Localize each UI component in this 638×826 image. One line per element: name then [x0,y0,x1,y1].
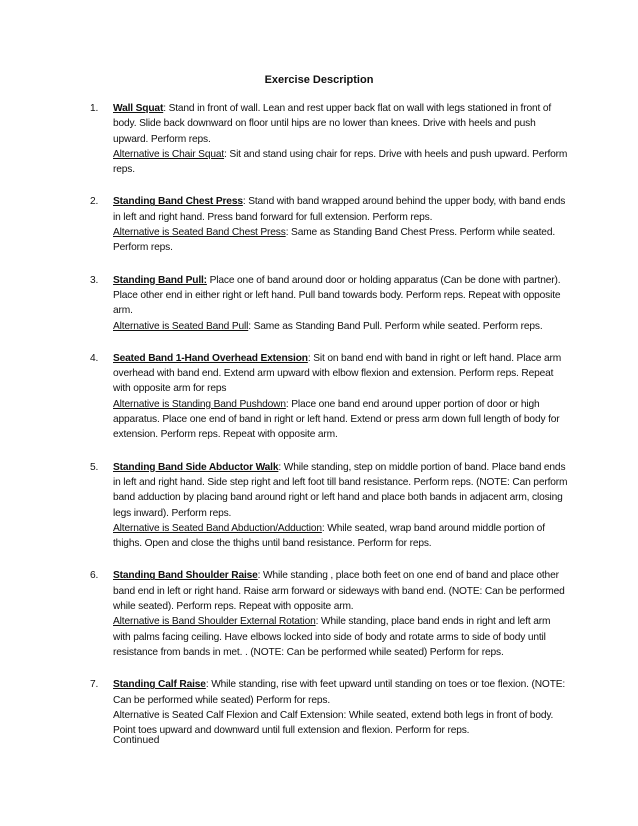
item-number: 5. [90,461,99,473]
exercise-description [113,273,568,319]
exercise-text: : While standing, rise with feet upward until standing on toes or toe flexion. (NOTE: Can be performed while seated) Perform for reps. [113,679,566,706]
exercise-item-7 [90,677,568,738]
item-number: 6. [90,570,99,582]
exercise-item-3 [90,273,568,334]
alternative-text: : Same as Standing Band Chest Press. Perform while seated. Perform reps. [113,227,556,254]
exercise-text: Place one of band around door or holding apparatus (Can be done with partner). Place other end in either right or left hand. Pull band towards body. Perform reps. Repeat with opposite arm. [113,274,561,317]
item-number: 7. [90,679,99,691]
exercise-item-6 [90,568,568,660]
item-number: 1. [90,103,99,114]
exercise-name: Standing Calf Raise [113,679,206,691]
continued-footer: Continued [113,735,160,746]
alternative-text: Alternative is Seated Calf Flexion and Calf Extension: While seated, extend both legs in front of body. Point toes upward and downward until full extension and flexion. Perform for reps. [113,709,554,737]
exercise-text: : Stand in front of wall. Lean and rest upper back flat on wall with legs stationed in front of body. Slide back downward on floor until hips are no lower than knees. Drive with heels and push upward. Perform reps. [113,103,552,145]
exercise-name: Standing Band Side Abductor Walk [113,461,279,473]
alternative-text: : While standing, place band ends in right and left arm with palms facing ceiling. Have elbows locked into side of body and rotate arms to side of body until resistance from bands in met. . (NOTE: Can be performed while seated) Perform for reps. [113,616,551,658]
item-number: 4. [90,352,99,364]
alternative-text: : Sit and stand using chair for reps. Drive with heels and push upward. Perform reps. [113,148,568,176]
exercise-item-5 [90,460,568,552]
exercise-description [113,568,568,614]
alternative-description [113,614,568,660]
alternative-name: Alternative is Chair Squat [113,148,225,160]
alternative-text: : Same as Standing Band Pull. Perform while seated. Perform reps. [248,320,543,332]
exercise-list [90,101,568,755]
alternative-name: Alternative is Seated Band Pull [113,320,249,332]
alternative-description [113,708,568,739]
alternative-name: Alternative is Seated Band Abduction/Adduction [113,522,322,534]
exercise-name: Wall Squat [113,103,164,114]
exercise-name: Seated Band 1-Hand Overhead Extension [113,352,308,364]
alternative-text: : While seated, wrap band around middle portion of thighs. Open and close the thighs until band resistance. Perform for reps. [113,522,545,550]
exercise-text: : While standing, step on middle portion of band. Place band ends in left and right hand. Side step right and left foot till band resistance. Perform reps. (NOTE: Can perform band adduction by placing band around right or left hand and place both bands in adjacent arm, closing legs inward). Perform reps. [113,461,568,519]
exercise-description [113,194,568,225]
exercise-description [113,351,568,397]
alternative-description [113,147,568,178]
exercise-name: Standing Band Chest Press [113,196,243,208]
exercise-description [113,460,568,521]
alternative-description [113,225,568,256]
exercise-name: Standing Band Pull: [113,274,207,286]
alternative-description [113,319,568,334]
exercise-text: : Sit on band end with band in right or left hand. Place arm overhead with band end. Extend arm upward with elbow flexion and extension. Perform reps. Repeat with opposite arm for reps [113,352,562,395]
exercise-description [113,101,568,147]
exercise-item-1 [90,101,568,177]
exercise-item-4 [90,351,568,443]
item-number: 2. [90,196,99,208]
alternative-description [113,397,568,443]
alternative-text: : Place one band end around upper portion of door or high apparatus. Place one end of band in right or left hand. Extend or press arm down full length of body for extension. Perform reps. Repeat with opposite arm. [113,398,560,441]
alternative-name: Alternative is Band Shoulder External Rotation [113,616,316,628]
exercise-text: : Stand with band wrapped around behind the upper body, with band ends in left and right hand. Press band forward for full extension. Perform reps. [113,196,566,223]
exercise-item-2 [90,194,568,255]
alternative-name: Alternative is Standing Band Pushdown [113,398,286,410]
alternative-description [113,521,568,552]
item-number: 3. [90,274,99,286]
alternative-name: Alternative is Seated Band Chest Press [113,227,286,239]
exercise-text: : While standing , place both feet on one end of band and place other band end in left or right hand. Raise arm forward or sideways with band end. (NOTE: Can be performed while seated). Perform reps. Repeat with opposite arm. [113,570,565,613]
page-title: Exercise Description [264,74,374,86]
exercise-description [113,677,568,708]
exercise-name: Standing Band Shoulder Raise [113,570,258,582]
